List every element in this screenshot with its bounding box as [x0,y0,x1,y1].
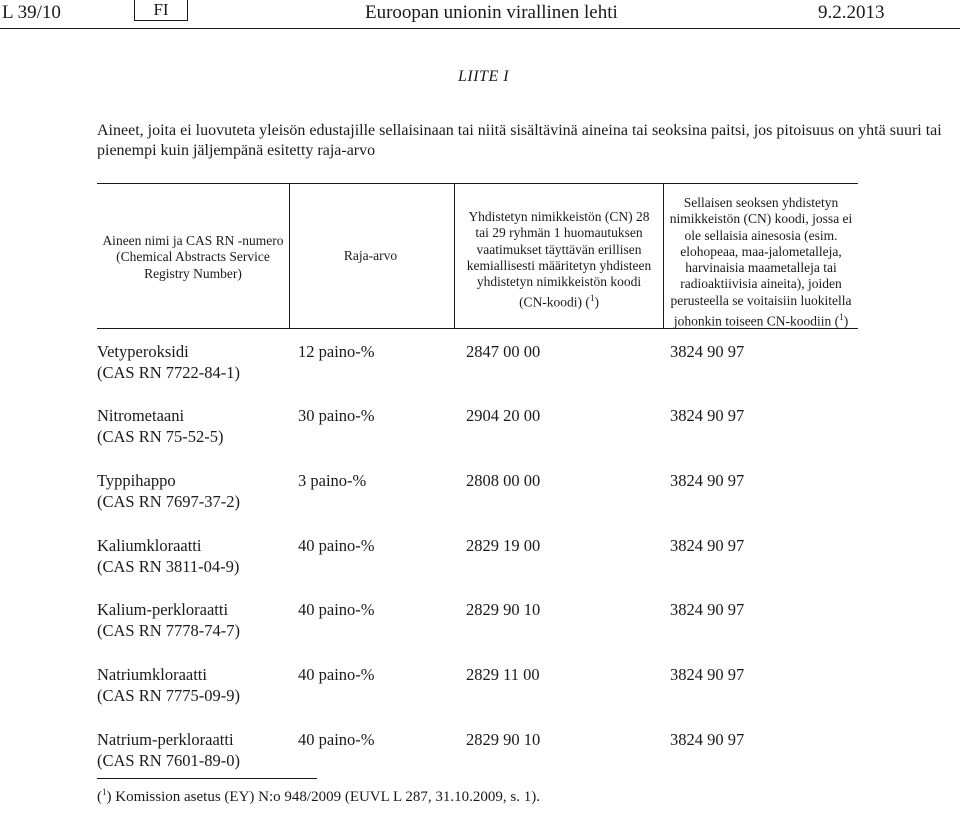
header-line: (Chemical Abstracts Service [116,249,270,265]
header-line: yhdistetyn nimikkeistön koodi [476,274,642,290]
column-header-substance [97,233,289,282]
footnote-mark: 1 [589,293,595,304]
substance-cas: (CAS RN 7778-74-7) [97,621,240,640]
substance-name: Natriumkloraatti [97,665,207,684]
header-line: tai 29 ryhmän 1 huomautuksen [475,225,643,241]
substance-name: Typpihappo [97,471,176,490]
limit-value: 30 paino-% [298,406,375,425]
header-line: Yhdistetyn nimikkeistön (CN) 28 [468,209,650,224]
header-line: radioaktiivisia aineita), joiden [680,276,842,292]
table-top-rule [97,183,858,184]
cn-code-compound: 2808 00 00 [466,471,541,490]
header-line: Sellaisen seoksen yhdistetyn [683,195,839,210]
header-text: johonkin toiseen CN-koodiin ( [673,313,840,329]
header-text: (CN-koodi) ( [519,294,590,310]
cn-code-mixture: 3824 90 97 [670,342,745,361]
header-line: johonkin toiseen CN-koodiin ($^1$) [673,312,849,329]
cn-code-mixture: 3824 90 97 [670,471,745,490]
cn-code-mixture: 3824 90 97 [670,730,745,749]
limit-value: 40 paino-% [298,600,375,619]
cn-code-mixture: 3824 90 97 [670,536,745,555]
substance-cas: (CAS RN 7775-09-9) [97,686,240,705]
substance-cas: (CAS RN 7601-89-0) [97,751,240,770]
annex-title: LIITE I [458,68,510,85]
substance-name: Natrium-perkloraatti [97,730,234,749]
header-line: elohopeaa, maa-jalometalleja, [680,243,842,259]
substance-cas: (CAS RN 7722-84-1) [97,363,240,382]
column-header-cn-mixture [664,195,858,330]
footnote: ($^1$) Komission asetus (EY) N:o 948/2009 (EUVL L 287, 31.10.2009, s. 1). [97,787,540,805]
substance-name: Nitrometaani [97,406,185,425]
header-line: (CN-koodi) ($^1$) [519,293,599,310]
substance-name: Kalium-perkloraatti [97,600,229,619]
header-line: perusteella se voitaisiin luokitella [670,292,852,308]
header-line: kemiallisesti määritetyn yhdisteen [466,257,652,273]
annex-intro: Aineet, joita ei luovuteta yleisön edustajille sellaisinaan tai niitä sisältävinä aineina tai seoksina paitsi, jos pitoisuus on yhtä suuri tai pienempi kuin jäljempänä esitetty raja-arvo [97,122,942,159]
substance-name: Vetyperoksidi [97,342,189,361]
limit-value: 12 paino-% [298,342,375,361]
page-reference: L 39/10 [2,2,61,23]
publication-date: 9.2.2013 [818,2,885,23]
footnote-mark: 1 [102,787,107,797]
header-line: Aineen nimi ja CAS RN -numero [102,233,284,248]
cn-code-mixture: 3824 90 97 [670,406,745,425]
limit-value: 40 paino-% [298,536,375,555]
substance-cas: (CAS RN 75-52-5) [97,427,224,446]
header-line: harvinaisia maametalleja tai [685,260,837,276]
header-line: vaatimukset täyttävän erillisen [476,241,642,257]
substance-name: Kaliumkloraatti [97,536,202,555]
limit-value: 3 paino-% [298,471,367,490]
cn-code-mixture: 3824 90 97 [670,600,745,619]
cn-code-compound: 2829 11 00 [466,665,540,684]
cn-code-compound: 2847 00 00 [466,342,541,361]
column-header-limit [290,248,451,264]
cn-code-mixture: 3824 90 97 [670,665,745,684]
footnote-mark: 1 [839,312,844,323]
header-line: nimikkeistön (CN) koodi, jossa ei [669,211,853,227]
cn-code-compound: 2904 20 00 [466,406,541,425]
footnote-rule [97,778,317,779]
substance-cas: (CAS RN 3811-04-9) [97,557,240,576]
language-code-box: FI [134,0,188,21]
substance-cas: (CAS RN 7697-37-2) [97,492,240,511]
header-rule [0,28,960,29]
column-header-cn-compound [455,209,663,311]
header-line: ole sellaisia ainesosia (esim. [684,227,838,243]
header-line: Registry Number) [144,265,242,281]
limit-value: 40 paino-% [298,730,375,749]
header-line: Raja-arvo [343,248,398,263]
cn-code-compound: 2829 90 10 [466,600,541,619]
limit-value: 40 paino-% [298,665,375,684]
footnote-text: Komission asetus (EY) N:o 948/2009 (EUVL L 287, 31.10.2009, s. 1). [115,789,540,805]
cn-code-compound: 2829 90 10 [466,730,541,749]
cn-code-compound: 2829 19 00 [466,536,541,555]
journal-title: Euroopan unionin virallinen lehti [365,2,618,23]
